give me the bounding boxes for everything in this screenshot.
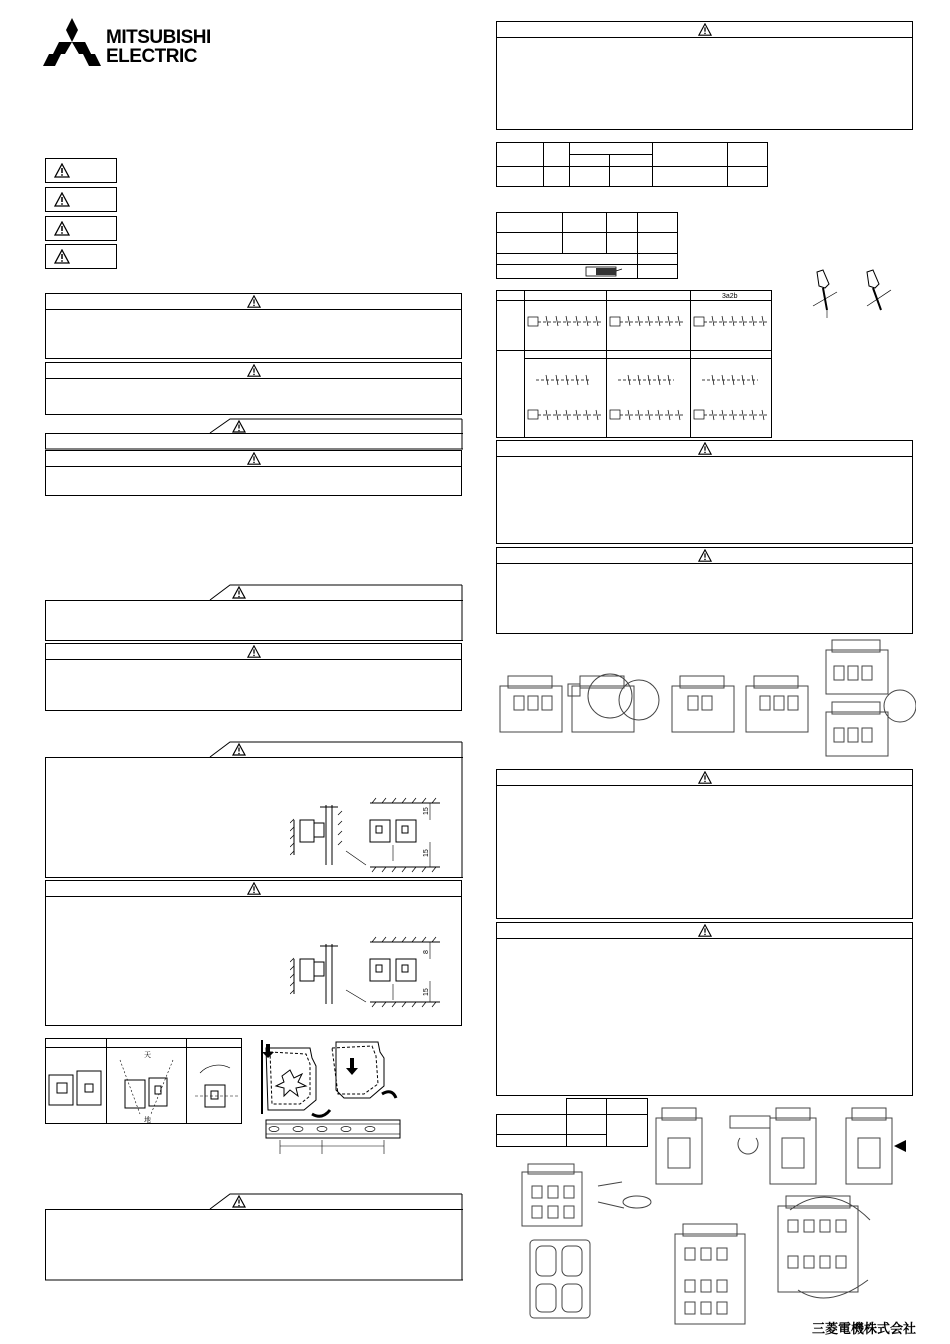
warning-triangle-icon — [698, 442, 712, 455]
brand-line-1: MITSUBISHI — [106, 27, 211, 48]
orientation-top-label: 天 — [144, 1052, 151, 1059]
box-header — [46, 644, 461, 660]
danger-box-right-1 — [496, 21, 913, 130]
box-header — [497, 22, 912, 38]
terminal-cover-illustration — [526, 1236, 596, 1322]
legend-box-caution — [45, 216, 117, 241]
box-header — [497, 923, 912, 939]
warning-triangle-icon — [698, 23, 712, 36]
legend-box-warning — [45, 187, 117, 212]
company-name: 三菱電機株式会社 — [812, 1322, 917, 1337]
warning-triangle-icon — [54, 221, 70, 236]
three-diamonds-icon — [43, 18, 101, 68]
danger-box-right-4 — [496, 769, 913, 919]
contact-arrangement-table — [496, 290, 773, 439]
box-header — [497, 770, 912, 786]
caution-slanted-header — [45, 418, 463, 450]
warning-triangle-icon — [698, 549, 712, 562]
clearance-bottom-value: 15 — [423, 988, 430, 996]
legend-box-danger — [45, 158, 117, 183]
orientation-table — [45, 1038, 243, 1125]
clearance-top-value: 15 — [423, 807, 430, 815]
box-header — [46, 881, 461, 897]
danger-box-1 — [45, 293, 462, 359]
danger-box-right-5 — [496, 922, 913, 1096]
box-header — [46, 363, 461, 379]
orientation-bottom-label: 地 — [144, 1117, 151, 1124]
box-header — [46, 294, 461, 310]
din-rail-figure — [252, 1034, 412, 1160]
clearance-bottom-value: 15 — [423, 849, 430, 857]
warning-triangle-icon — [247, 882, 261, 895]
danger-box-2 — [45, 362, 462, 415]
contactor-assembly-illustration — [496, 636, 916, 768]
danger-box-right-2 — [496, 440, 913, 544]
warning-triangle-icon — [54, 249, 70, 264]
legend-box-notice — [45, 244, 117, 269]
warning-triangle-icon — [54, 163, 70, 178]
warning-triangle-icon — [698, 924, 712, 937]
warning-triangle-icon — [247, 452, 261, 465]
warning-triangle-icon — [54, 192, 70, 207]
unit-mounting-illustration — [650, 1098, 920, 1194]
wiring-illustration-1 — [663, 1220, 758, 1330]
warning-triangle-icon — [698, 771, 712, 784]
danger-box-right-3 — [496, 547, 913, 634]
clearance-figure-2 — [290, 934, 450, 1014]
box-header — [497, 441, 912, 457]
torque-table — [496, 1098, 649, 1148]
warning-triangle-icon — [247, 645, 261, 658]
warning-triangle-icon — [247, 295, 261, 308]
wire-size-table — [496, 212, 679, 280]
screwdriver-figure — [805, 268, 900, 320]
caution-box-4 — [45, 1193, 463, 1281]
clearance-top-value: 8 — [423, 950, 430, 954]
mitsubishi-logo — [43, 18, 213, 68]
box-header — [497, 548, 912, 564]
danger-box-3 — [45, 643, 462, 711]
caution-box-2 — [45, 584, 463, 641]
warning-triangle-icon — [247, 364, 261, 377]
ratings-table — [496, 142, 769, 188]
wiring-illustration-2 — [768, 1190, 888, 1302]
clearance-figure-1 — [290, 795, 450, 875]
screw-removal-illustration — [512, 1162, 657, 1232]
contact-col3-header: 3a2b — [722, 293, 738, 300]
notice-box-1 — [45, 450, 462, 496]
box-header — [46, 451, 461, 467]
brand-line-2: ELECTRIC — [106, 46, 197, 67]
